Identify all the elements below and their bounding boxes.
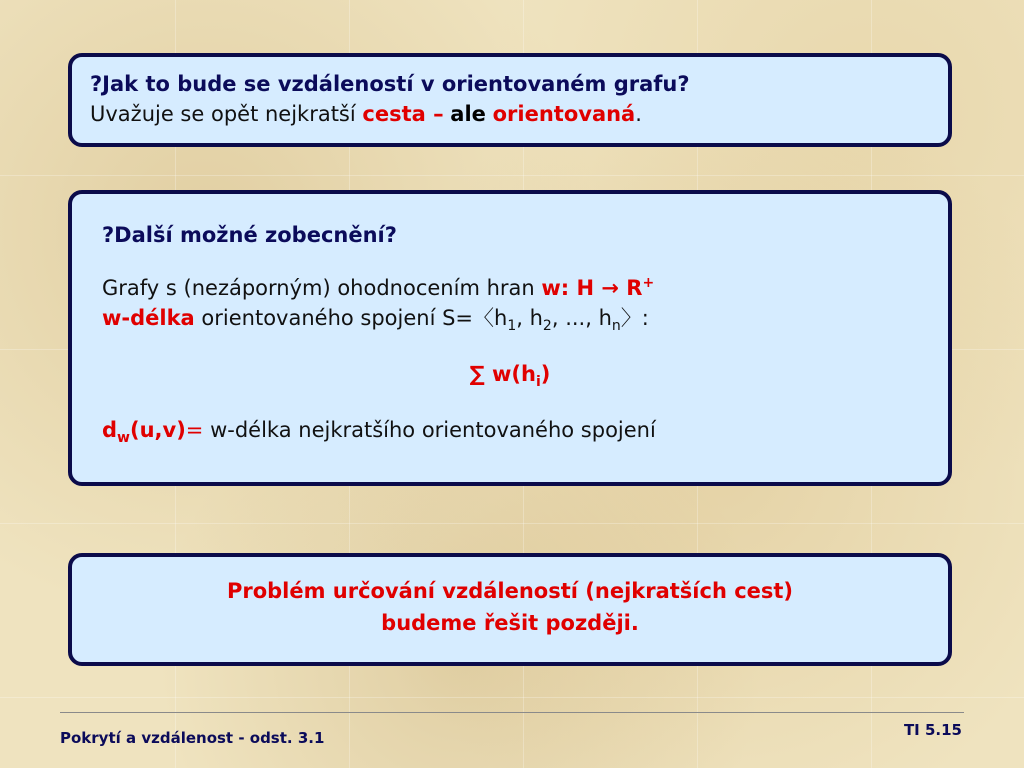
weight-domain: w: H <box>541 276 602 300</box>
term-w-delka: w-délka <box>102 306 195 330</box>
problem-box <box>68 553 952 666</box>
term-orientovana: orientovaná <box>492 102 636 126</box>
weighted-graph-line <box>102 268 918 303</box>
problem-line-2: budeme řešit později. <box>381 611 639 635</box>
arrow-icon: → <box>601 276 619 300</box>
d-args: (u,v) <box>129 418 186 443</box>
generalization-box <box>68 190 952 486</box>
sum-formula <box>102 359 918 397</box>
distance-definition <box>102 415 918 453</box>
sub-n: n <box>611 318 621 335</box>
weighted-graph-text: Grafy s (nezáporným) ohodnocením hran <box>102 276 542 300</box>
sum-end: ) <box>540 362 551 387</box>
d-letter: d <box>102 418 118 443</box>
footer-section-title: Pokrytí a vzdálenost - odst. 3.1 <box>60 729 325 747</box>
sub-2: 2 <box>542 318 552 335</box>
directed-distance-question: ?Jak to bude se vzdáleností v orientovaném grafu? <box>90 72 690 96</box>
text-prefix: Uvažuje se opět nejkratší <box>90 102 363 126</box>
weight-codomain: R <box>618 276 643 300</box>
sum-text: w(h <box>484 362 536 387</box>
directed-distance-box <box>68 53 952 147</box>
directed-distance-text <box>90 99 930 129</box>
distance-symbol <box>102 418 186 447</box>
sum-sub-i: i <box>535 374 541 391</box>
d-equals: = <box>185 418 204 443</box>
plus-superscript: + <box>642 275 655 291</box>
w-length-text: orientovaného spojení S=〈h <box>194 306 508 330</box>
weight-function <box>541 276 654 300</box>
sub-1: 1 <box>507 318 517 335</box>
w-length-end: 〉: <box>620 306 649 330</box>
w-length-mid2: , ..., h <box>551 306 612 330</box>
d-sub-w: w <box>117 430 130 447</box>
distance-definition-text: w-délka nejkratšího orientovaného spojení <box>203 418 656 443</box>
footer-divider <box>60 712 964 713</box>
generalization-question: ?Další možné zobecnění? <box>102 223 397 247</box>
term-ale: ale <box>450 102 486 126</box>
problem-line-1: Problém určování vzdáleností (nejkratších cest) <box>226 579 794 603</box>
period: . <box>635 102 642 126</box>
w-length-line <box>102 303 918 341</box>
term-cesta: cesta – <box>362 102 444 126</box>
w-length-mid1: , h <box>516 306 543 330</box>
sigma-icon: ∑ <box>469 362 485 387</box>
footer-slide-number: TI 5.15 <box>903 721 962 739</box>
